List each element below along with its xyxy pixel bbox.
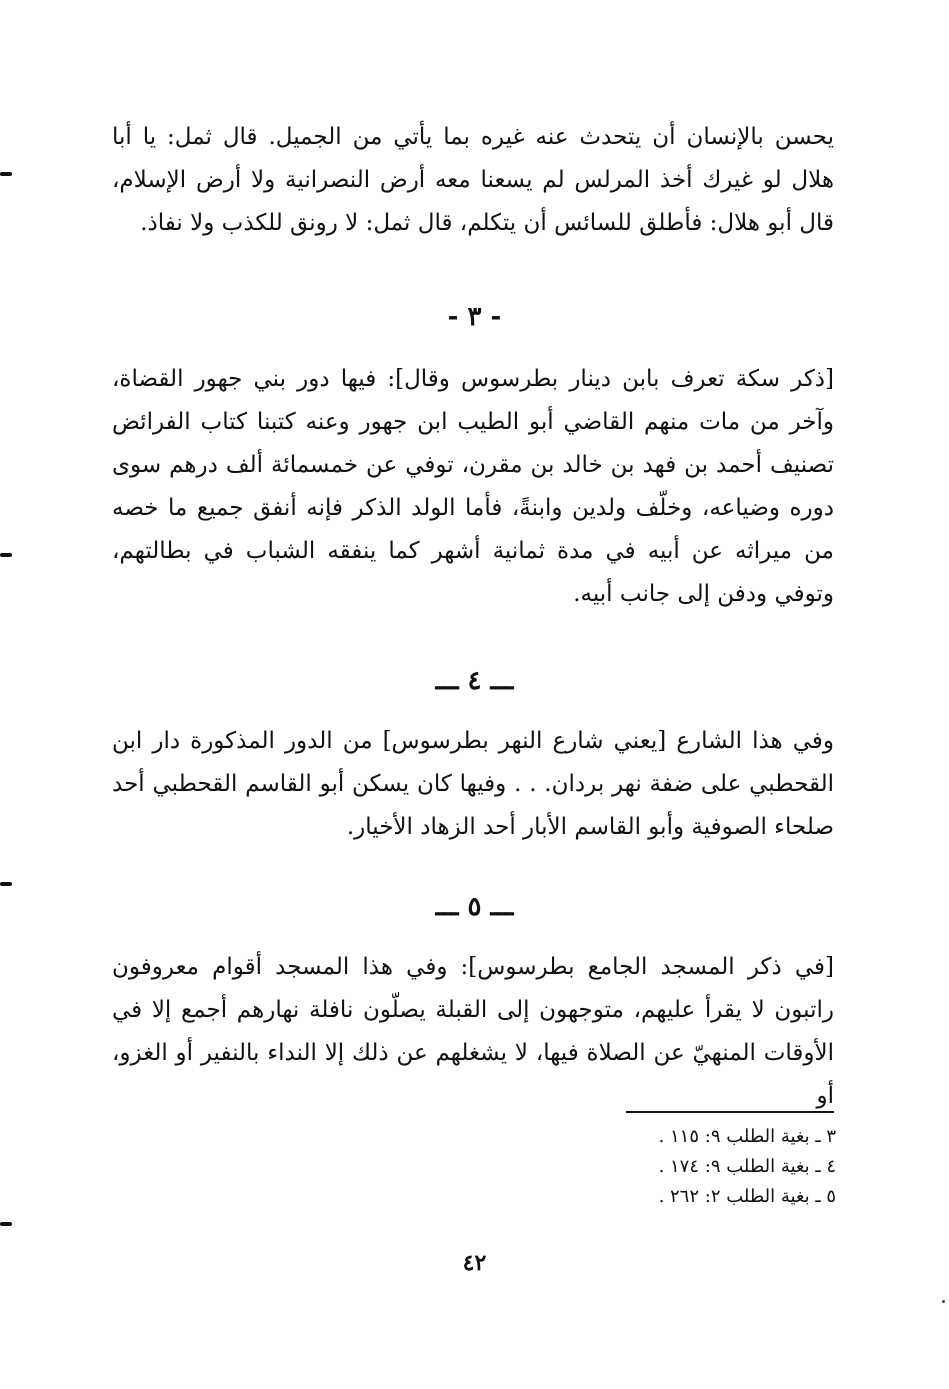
section-5-text: [في ذكر المسجد الجامع بطرسوس]: وفي هذا المسجد أقوام معروفون راتبون لا يقرأ عليهم، متوجهون إلى القبلة يصلّون نافلة نهارهم أجمع إلا في الأوقات المنهيّ عن الصلاة فيها، لا يشغلهم عن ذلك إلا النداء بالنفير أو الغزو، أو <box>112 954 834 1109</box>
footnote-divider <box>626 1111 834 1113</box>
section-number-5: ـــ ٥ ـــ <box>435 892 514 922</box>
section-number-4: ـــ ٤ ـــ <box>435 666 514 696</box>
section-number-3: - ٣ - <box>447 302 502 332</box>
section-3-text: [ذكر سكة تعرف بابن دينار بطرسوس وقال]: فيها دور بني جهور القضاة، وآخر من مات منهم القاضي أبو الطيب ابن جهور وعنه كتبنا كتاب الفرائض تصنيف أحمد بن فهد بن خالد بن مقرن، توفي عن خمسمائة ألف درهم سوى دوره وضياعه، وخلّف ولدين وابنةً، فأما الولد الذكر فإنه أنفق جميع ما خصه من ميراثه عن أبيه في مدة ثمانية أشهر كما ينفقه الشباب في بطالتهم، وتوفي ودفن إلى جانب أبيه. <box>112 366 834 607</box>
scan-speck <box>942 1300 945 1303</box>
footnote-item: ٤ ـ بغية الطلب ٩: ١٧٤ . <box>658 1156 836 1177</box>
scan-edge-mark <box>0 882 12 886</box>
scan-edge-mark <box>0 172 12 176</box>
scan-edge-mark <box>0 1222 12 1226</box>
page-number: ٤٢ <box>462 1250 487 1276</box>
footnote-item: ٥ ـ بغية الطلب ٢: ٢٦٢ . <box>658 1186 836 1207</box>
footnote-item: ٣ ـ بغية الطلب ٩: ١١٥ . <box>658 1126 836 1147</box>
scan-edge-mark <box>0 553 12 557</box>
section-4-text: وفي هذا الشارع [يعني شارع النهر بطرسوس] من الدور المذكورة دار ابن القحطبي على ضفة نهر بردان. . . وفيها كان يسكن أبو القاسم القحطبي أحد صلحاء الصوفية وأبو القاسم الأبار أحد الزهاد الأخيار. <box>112 728 834 840</box>
footnotes-list <box>480 1122 836 1212</box>
paragraph-continued: يحسن بالإنسان أن يتحدث عنه غيره بما يأتي من الجميل. قال ثمل: يا أبا هلال لو غيرك أخذ المرلس لم يسعنا معه أرض النصرانية ولا أرض الإسلام، قال أبو هلال: فأطلق للسائس أن يتكلم، قال ثمل: لا رونق للكذب ولا نفاذ. <box>112 124 834 236</box>
